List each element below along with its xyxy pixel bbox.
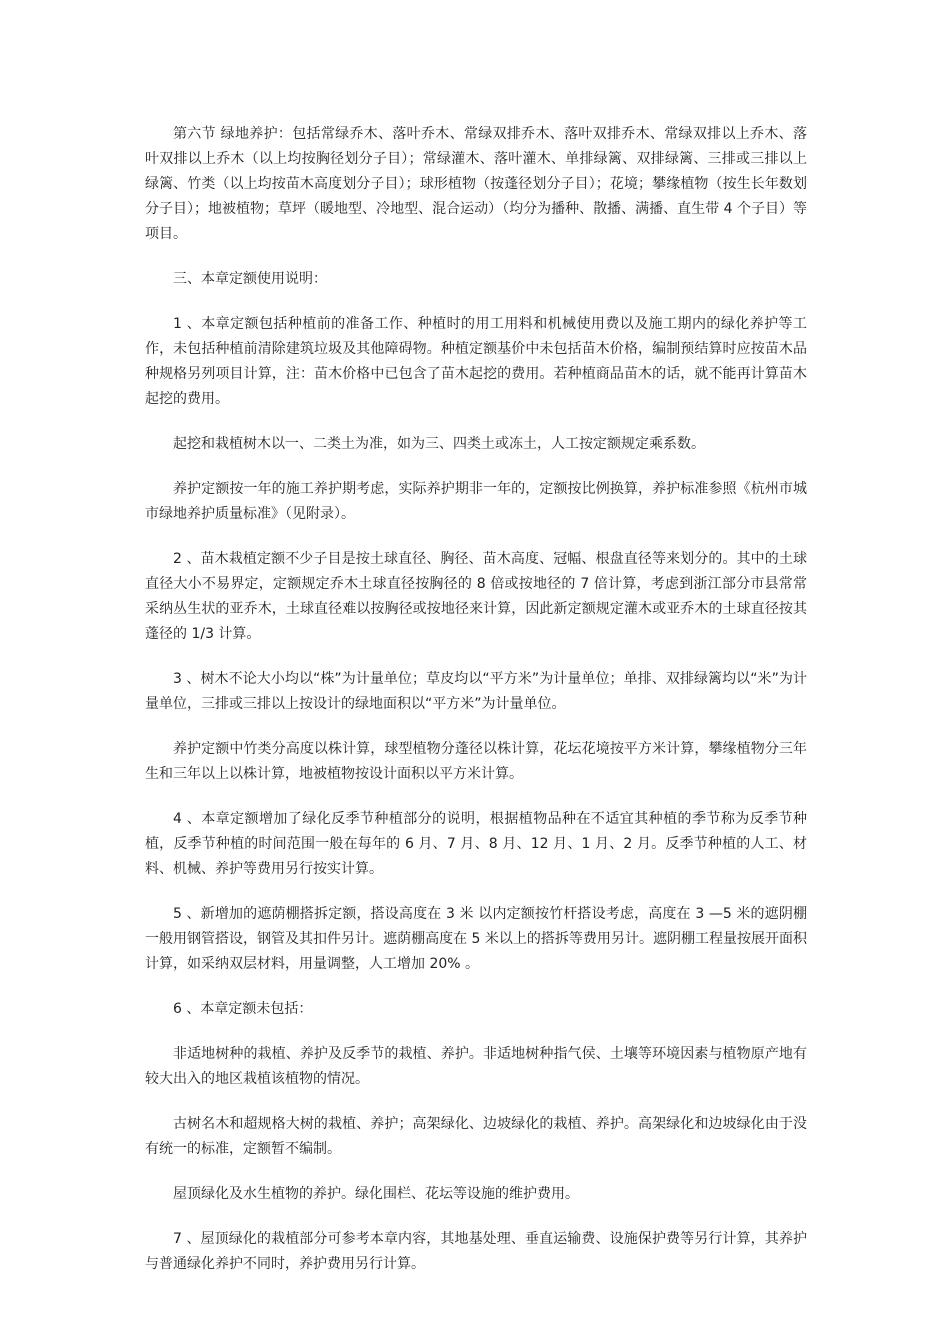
paragraph-item-2: 2 、苗木栽植定额不少子目是按土球直径、胸径、苗木高度、冠幅、根盘直径等来划分的。其中的土球直径大小不易界定，定额规定乔木土球直径按胸径的 8 倍或按地径的 7 倍计算，考虑到浙江部分市县常常采纳丛生状的亚乔木，土球直径难以按胸径或按地径来计算，因此新定额规定灌木或亚乔木的土球直径按其蓬径的 1/3 计算。	[145, 551, 807, 642]
paragraph-item-6: 6 、本章定额未包括：	[173, 1001, 313, 1017]
paragraph-maintenance-period: 养护定额按一年的施工养护期考虑，实际养护期非一年的，定额按比例换算，养护标准参照《杭州市城市绿地养护质量标准》（见附录）。	[145, 481, 807, 522]
paragraph-non-native-species: 非适地树种的栽植、养护及反季节的栽植、养护。非适地树种指气侯、土壤等环境因素与植物原产地有较大出入的地区栽植该植物的情况。	[145, 1046, 807, 1087]
paragraph-soil-type: 起挖和栽植树木以一、二类土为准，如为三、四类土或冻土，人工按定额规定乘系数。	[173, 436, 705, 452]
paragraph-section-6-green-maintenance: 第六节 绿地养护：包括常绿乔木、落叶乔木、常绿双排乔木、落叶双排乔木、常绿双排以上乔木、落叶双排以上乔木（以上均按胸径划分子目）；常绿灌木、落叶灌木、单排绿篱、双排绿篱、三排或三排以上绿篱、竹类（以上均按苗木高度划分子目）；球形植物（按蓬径划分子目）；花境；攀缘植物（按生长年数划分子目）；地被植物；草坪（暖地型、冷地型、混合运动）（均分为播种、散播、满播、直生带 4 个子目）等项目。	[145, 126, 807, 242]
paragraph-item-7: 7 、屋顶绿化的栽植部分可参考本章内容，其地基处理、垂直运输费、设施保护费等另行计算，其养护与普通绿化养护不同时，养护费用另行计算。	[145, 1231, 807, 1272]
paragraph-item-3: 3 、树木不论大小均以“株”为计量单位；草皮均以“平方米”为计量单位；单排、双排绿篱均以“米”为计量单位，三排或三排以上按设计的绿地面积以“平方米”为计量单位。	[145, 671, 807, 712]
paragraph-ancient-trees: 古树名木和超规格大树的栽植、养护；高架绿化、边坡绿化的栽植、养护。高架绿化和边坡绿化由于没有统一的标准，定额暂不编制。	[145, 1116, 807, 1157]
paragraph-item-5: 5 、新增加的遮荫棚搭拆定额，搭设高度在 3 米 以内定额按竹杆搭设考虑，高度在 3 —5 米的遮阴棚一般用钢管搭设，钢管及其扣件另计。遮荫棚高度在 5 米以上的搭拆等费用另计。遮阴棚工程量按展开面积计算，如采纳双层材料，用量调整，人工增加 20% 。	[145, 906, 807, 972]
paragraph-roof-greening-maintenance: 屋顶绿化及水生植物的养护。绿化围栏、花坛等设施的维护费用。	[173, 1186, 579, 1202]
document-page	[145, 122, 807, 1297]
paragraph-maintenance-units: 养护定额中竹类分高度以株计算，球型植物分蓬径以株计算，花坛花境按平方米计算，攀缘植物分三年生和三年以上以株计算，地被植物按设计面积以平方米计算。	[145, 741, 807, 782]
paragraph-usage-instructions-heading: 三、本章定额使用说明：	[173, 271, 327, 287]
paragraph-item-4: 4 、本章定额增加了绿化反季节种植部分的说明，根据植物品种在不适宜其种植的季节称为反季节种植，反季节种植的时间范围一般在每年的 6 月、7 月、8 月、12 月、1 月、2 月。反季节种植的人工、材料、机械、养护等费用另行按实计算。	[145, 811, 807, 877]
paragraph-item-1: 1 、本章定额包括种植前的准备工作、种植时的用工用料和机械使用费以及施工期内的绿化养护等工作，未包括种植前清除建筑垃圾及其他障碍物。种植定额基价中未包括苗木价格，编制预结算时应按苗木品种规格另列项目计算，注：苗木价格中已包含了苗木起挖的费用。若种植商品苗木的话，就不能再计算苗木起挖的费用。	[145, 316, 807, 407]
